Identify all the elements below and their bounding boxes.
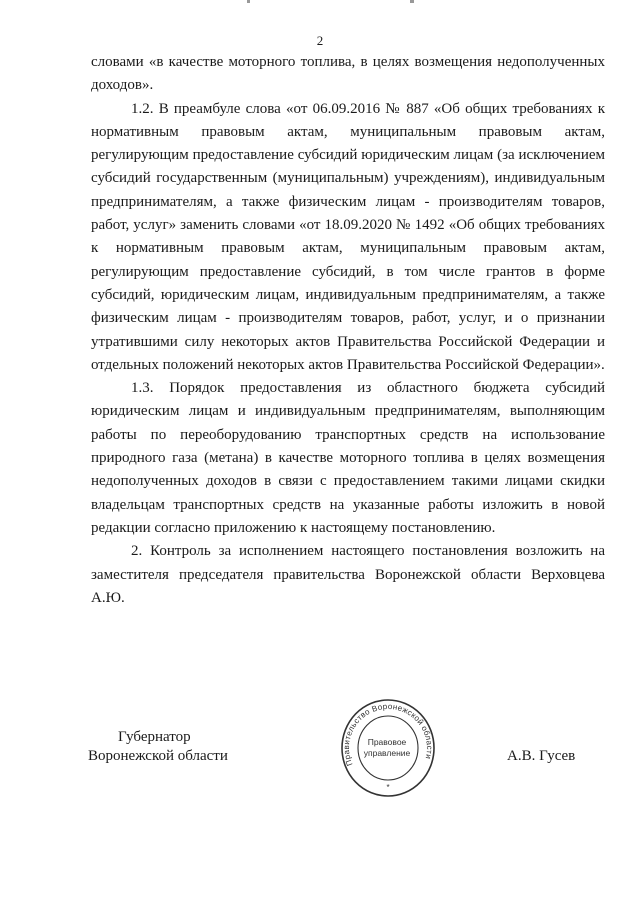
document-body xyxy=(91,51,605,610)
stamp-center-line1: Правовое xyxy=(367,737,407,747)
stamp-center-line2: управление xyxy=(363,748,411,758)
paragraph-2: 2. Контроль за исполнением настоящего постановления возложить на заместителя председателя правительства Воронежской области Верховцева А.Ю. xyxy=(91,543,605,606)
stamp-seal xyxy=(340,697,436,799)
scan-mark xyxy=(410,0,414,3)
paragraph-1-2: 1.2. В преамбуле слова «от 06.09.2016 № 887 «Об общих требованиях к нормативным правовым актам, муниципальным правовым актам, регулирующим предоставление субсидий юридическим лицам (за исключением субсидий государственным (муниципальным) учреждениям), индивидуальным предпринимателям, а также физическим лицам - производителям товаров, работ, услуг» заменить словами «от 18.09.2020 № 1492 «Об общих требованиях к нормативным правовым актам, муниципальным правовым актам, регулирующим предоставление субсидий, в том числе грантов в форме субсидий, юридическим лицам, индивидуальным предпринимателям, а также физическим лицам - производителям товаров, работ, услуг, и о признании утратившими силу некоторых актов Правительства Российской Федерации и отдельных положений некоторых актов Правительства Российской Федерации». xyxy=(91,100,605,373)
paragraph-1-3: 1.3. Порядок предоставления из областного бюджета субсидий юридическим лицам и индивидуальным предпринимателям, выполняющим работы по переоборудованию транспортных средств на использование природного газа (метана) в качестве моторного топлива в целях возмещения недополученных доходов в связи с предоставлением такими лицами скидки владельцам транспортных средств на указанные работы изложить в новой редакции согласно приложению к настоящему постановлению. xyxy=(91,380,605,536)
stamp-star: * xyxy=(386,783,390,792)
page-number: 2 xyxy=(316,33,324,48)
signatory-title xyxy=(88,728,228,766)
scan-mark xyxy=(247,0,250,3)
stamp-ring-text: Правительство Воронежской области xyxy=(341,701,435,768)
signatory-name: А.В. Гусев xyxy=(507,748,576,764)
signatory-position: Губернатор xyxy=(118,729,191,745)
signatory-region: Воронежской области xyxy=(88,748,228,764)
paragraph-continuation: словами «в качестве моторного топлива, в целях возмещения недополученных доходов». xyxy=(91,54,605,94)
